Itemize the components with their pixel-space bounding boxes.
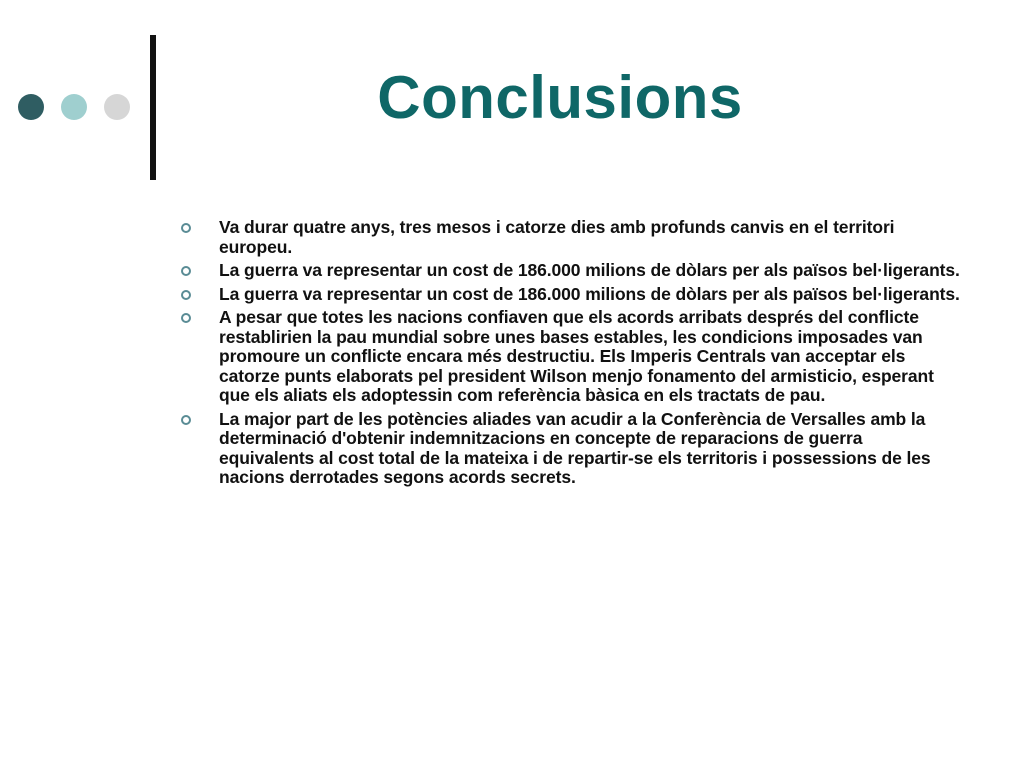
decorative-dot-mid <box>61 94 87 120</box>
bullet-ring-icon <box>181 223 191 233</box>
bullet-item <box>180 410 960 488</box>
title-divider-bar <box>150 35 156 180</box>
bullet-ring-icon <box>181 415 191 425</box>
bullet-item <box>180 261 960 281</box>
slide-body <box>180 218 960 492</box>
bullet-item <box>180 308 960 406</box>
bullet-text: Va durar quatre anys, tres mesos i catorze dies amb profunds canvis en el territori europeu. <box>219 217 895 257</box>
bullet-list <box>180 218 960 488</box>
bullet-ring-icon <box>181 266 191 276</box>
bullet-ring-icon <box>181 313 191 323</box>
bullet-item <box>180 218 960 257</box>
decorative-dot-light <box>104 94 130 120</box>
bullet-text: La guerra va representar un cost de 186.000 milions de dòlars per als països bel·ligerants. <box>219 260 960 280</box>
bullet-text: La major part de les potències aliades van acudir a la Conferència de Versalles amb la determinació d'obtenir indemnitzacions en concepte de reparacions de guerra equivalents al cost total de la mateixa i de repartir-se els territoris i possessions de les nacions derrotades segons acords secrets. <box>219 408 931 487</box>
bullet-text: A pesar que totes les nacions confiaven que els acords arribats després del conflicte restablirien la pau mundial sobre unes bases estables, les condicions imposades van promoure un conflicte encara més destructiu. Els Imperis Centrals van acceptar els catorze punts elaborats pel president Wilson menjo fonamento del armisticio, esperant que els aliats els adoptessin com referència bàsica en els tractats de pau. <box>219 307 934 405</box>
bullet-item <box>180 285 960 305</box>
slide-title: Conclusions <box>377 64 743 131</box>
bullet-ring-icon <box>181 290 191 300</box>
decorative-dot-dark <box>18 94 44 120</box>
bullet-text: La guerra va representar un cost de 186.000 milions de dòlars per als països bel·ligerants. <box>219 283 960 304</box>
